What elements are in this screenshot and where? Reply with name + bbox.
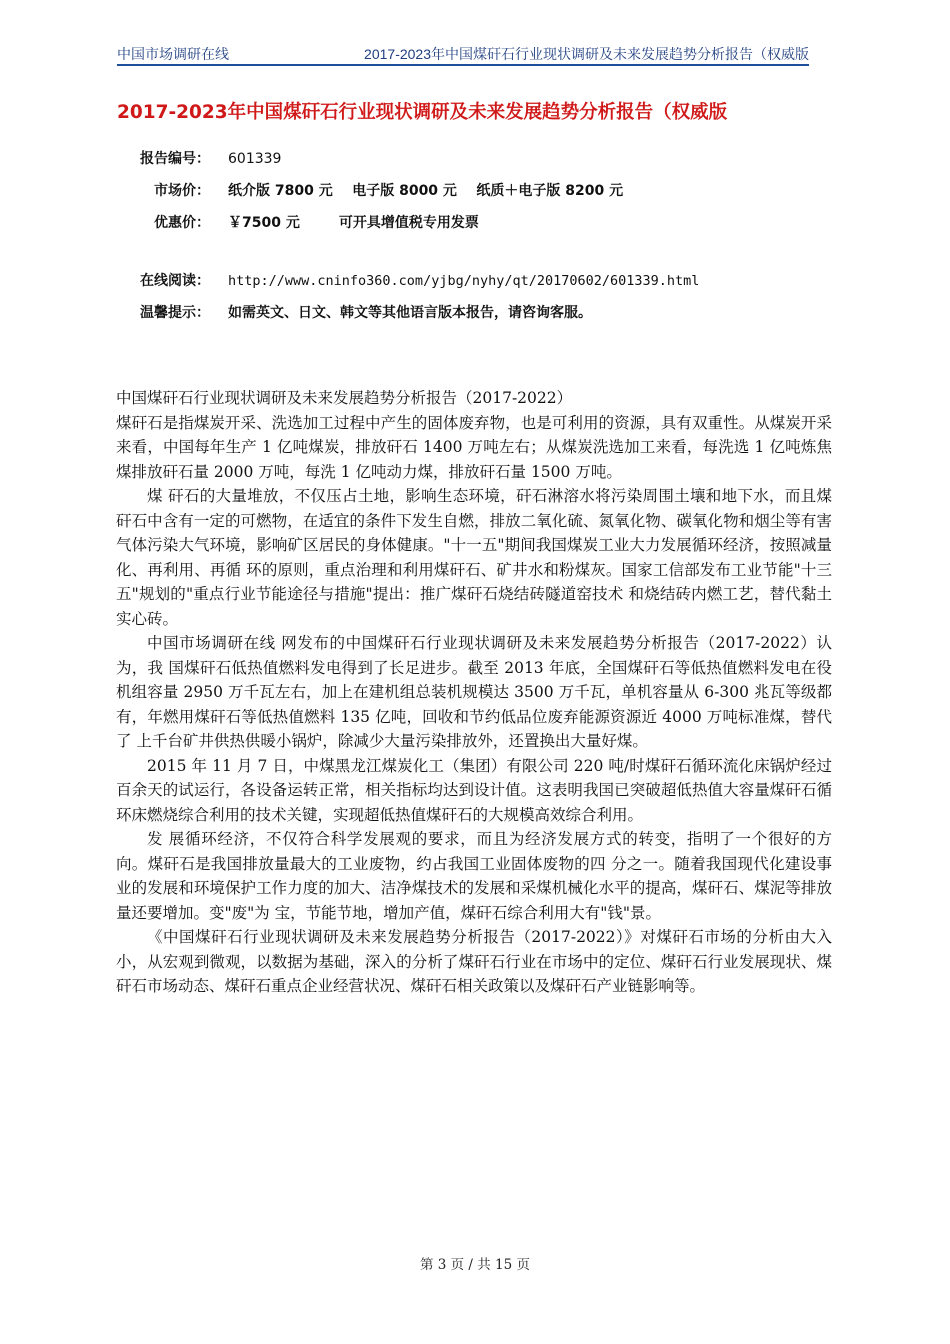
discount-label: 优惠价： — [154, 215, 210, 231]
header-report-title: 2017-2023年中国煤矸石行业现状调研及未来发展趋势分析报告（权威版 — [364, 46, 809, 62]
report-body — [116, 386, 832, 999]
meta-discount — [130, 212, 479, 232]
body-paragraph-6: 《中国煤矸石行业现状调研及未来发展趋势分析报告（2017-2022）》对煤矸石市场的分析由大入小，从宏观到微观，以数据为基础，深入的分析了煤矸石行业在市场中的定位、煤矸石行业发展现状、煤矸石市场动态、煤矸石重点企业经营状况、煤矸石相关政策以及煤矸石产业链影响等。 — [116, 928, 832, 995]
body-paragraph-3: 中国市场调研在线 网发布的中国煤矸石行业现状调研及未来发展趋势分析报告（2017-2022）认为，我 国煤矸石低热值燃料发电得到了长足进步。截至 2013 年底，全国煤矸石等低热值燃料发电在役机组容量 2950 万千瓦左右，加上在建机组总装机规模达 3500 万千瓦，单机容量从 6-300 兆瓦等级都有，年燃用煤矸石等低热值燃料 135 亿吨，回收和节约低品位废弃能源资源近 4000 万吨标准煤，替代了 上千台矿井供热供暖小锅炉，除减少大量污染排放外，还置换出大量好煤。 — [116, 634, 832, 750]
body-paragraph-5: 发 展循环经济，不仅符合科学发展观的要求，而且为经济发展方式的转变，指明了一个很好的方向。煤矸石是我国排放量最大的工业废物，约占我国工业固体废物的四 分之一。随着我国现代化建设事业的发展和环境保护工作力度的加大、洁净煤技术的发展和采煤机械化水平的提高，煤矸石、煤泥等排放量还要增加。变"废"为 宝，节能节地，增加产值，煤矸石综合利用大有"钱"景。 — [116, 830, 832, 922]
body-paragraph-2: 煤 矸石的大量堆放，不仅压占土地，影响生态环境，矸石淋溶水将污染周围土壤和地下水，而且煤矸石中含有一定的可燃物，在适宜的条件下发生自燃，排放二氧化硫、氮氧化物、碳氧化物和烟尘等有害气体污染大气环境，影响矿区居民的身体健康。"十一五"期间我国煤炭工业大力发展循环经济，按照减量化、再利用、再循 环的原则，重点治理和利用煤矸石、矿井水和粉煤灰。国家工信部发布工业节能"十三五"规划的"重点行业节能途径与措施"提出：推广煤矸石烧结砖隧道窑技术 和烧结砖内燃工艺，替代黏土实心砖。 — [116, 487, 832, 628]
price-label: 市场价： — [154, 183, 210, 199]
body-paragraph-1: 煤矸石是指煤炭开采、洗选加工过程中产生的固体废弃物，也是可利用的资源，具有双重性。从煤炭开采来看，中国每年生产 1 亿吨煤炭，排放矸石 1400 万吨左右；从煤炭洗选加工来看，每洗选 1 亿吨炼焦煤排放矸石量 2000 万吨，每洗 1 亿吨动力煤，排放矸石量 1500 万吨。 — [116, 413, 832, 481]
body-paragraph-4: 2015 年 11 月 7 日，中煤黑龙江煤炭化工（集团）有限公司 220 吨/时煤矸石循环流化床锅炉经过百余天的试运行，各设备运转正常，相关指标均达到设计值。这表明我国已突破超低热值大容量煤矸石循环床燃烧综合利用的技术关键，实现超低热值煤矸石的大规模高效综合利用。 — [116, 756, 832, 824]
online-url-link[interactable]: http://www.cninfo360.com/yjbg/nyhy/qt/20170602/601339.html — [228, 273, 700, 289]
report-title: 2017-2023年中国煤矸石行业现状调研及未来发展趋势分析报告（权威版 — [117, 102, 728, 123]
meta-online — [130, 270, 699, 290]
page-header — [117, 42, 809, 66]
online-label: 在线阅读： — [140, 273, 210, 289]
discount-value: ￥7500 元 可开具增值税专用发票 — [228, 215, 479, 231]
report-no-value: 601339 — [228, 151, 282, 167]
body-paragraph-heading: 中国煤矸石行业现状调研及未来发展趋势分析报告（2017-2022） — [116, 389, 573, 407]
page-footer: 第 3 页 / 共 15 页 — [419, 1257, 531, 1273]
price-value: 纸介版 7800 元 电子版 8000 元 纸质＋电子版 8200 元 — [228, 183, 624, 199]
meta-report-no — [130, 148, 281, 168]
report-no-label: 报告编号： — [140, 151, 210, 167]
tip-value: 如需英文、日文、韩文等其他语言版本报告，请咨询客服。 — [228, 305, 592, 321]
tip-label: 温馨提示： — [140, 305, 210, 321]
header-site-name: 中国市场调研在线 — [117, 46, 229, 62]
meta-price — [130, 180, 623, 200]
meta-tip — [130, 302, 592, 322]
